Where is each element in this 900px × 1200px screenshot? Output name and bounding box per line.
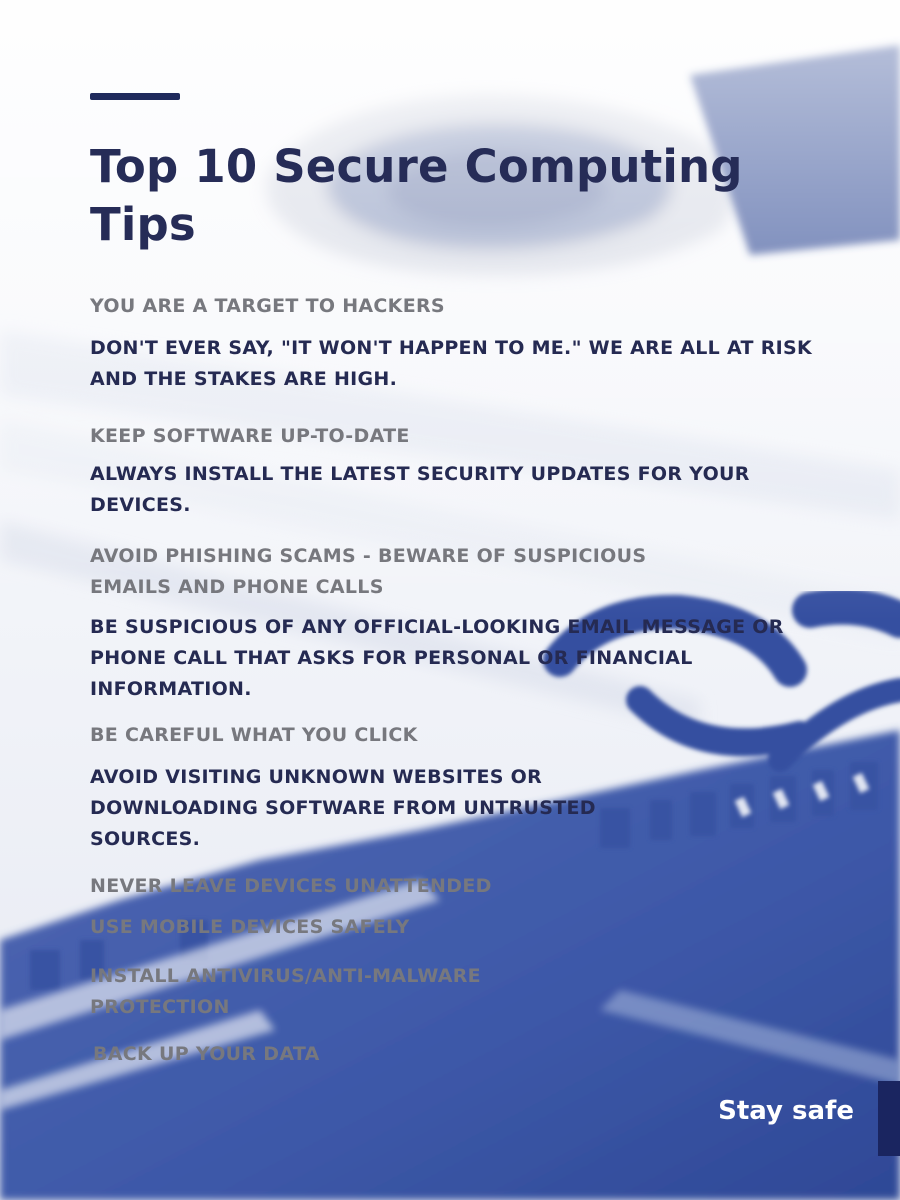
corner-accent-block: [878, 1081, 900, 1156]
tip-6-heading: USE MOBILE DEVICES SAFELY: [90, 916, 410, 938]
page-title: Top 10 Secure Computing Tips: [90, 140, 743, 251]
tip-3-detail: BE SUSPICIOUS OF ANY OFFICIAL-LOOKING EMAIL MESSAGE OR PHONE CALL THAT ASKS FOR PERSONAL OR FINANCIAL INFORMATION.: [90, 616, 784, 700]
tip-2-heading: KEEP SOFTWARE UP-TO-DATE: [90, 425, 410, 447]
tip-7-heading: INSTALL ANTIVIRUS/ANTI-MALWARE PROTECTION: [90, 965, 481, 1018]
tip-1-detail: DON'T EVER SAY, "IT WON'T HAPPEN TO ME." WE ARE ALL AT RISK AND THE STAKES ARE HIGH.: [90, 337, 813, 390]
tip-8-heading: BACK UP YOUR DATA: [93, 1043, 320, 1065]
tip-5-heading: NEVER LEAVE DEVICES UNATTENDED: [90, 875, 492, 897]
tip-3-heading: AVOID PHISHING SCAMS - BEWARE OF SUSPICIOUS EMAILS AND PHONE CALLS: [90, 545, 647, 598]
tip-4-heading: BE CAREFUL WHAT YOU CLICK: [90, 724, 418, 746]
tip-4-detail: AVOID VISITING UNKNOWN WEBSITES OR DOWNLOADING SOFTWARE FROM UNTRUSTED SOURCES.: [90, 766, 596, 850]
stay-safe-label: Stay safe: [718, 1096, 854, 1126]
title-accent-bar: [90, 93, 180, 100]
tip-1-heading: YOU ARE A TARGET TO HACKERS: [90, 295, 445, 317]
tip-2-detail: ALWAYS INSTALL THE LATEST SECURITY UPDATES FOR YOUR DEVICES.: [90, 463, 750, 516]
